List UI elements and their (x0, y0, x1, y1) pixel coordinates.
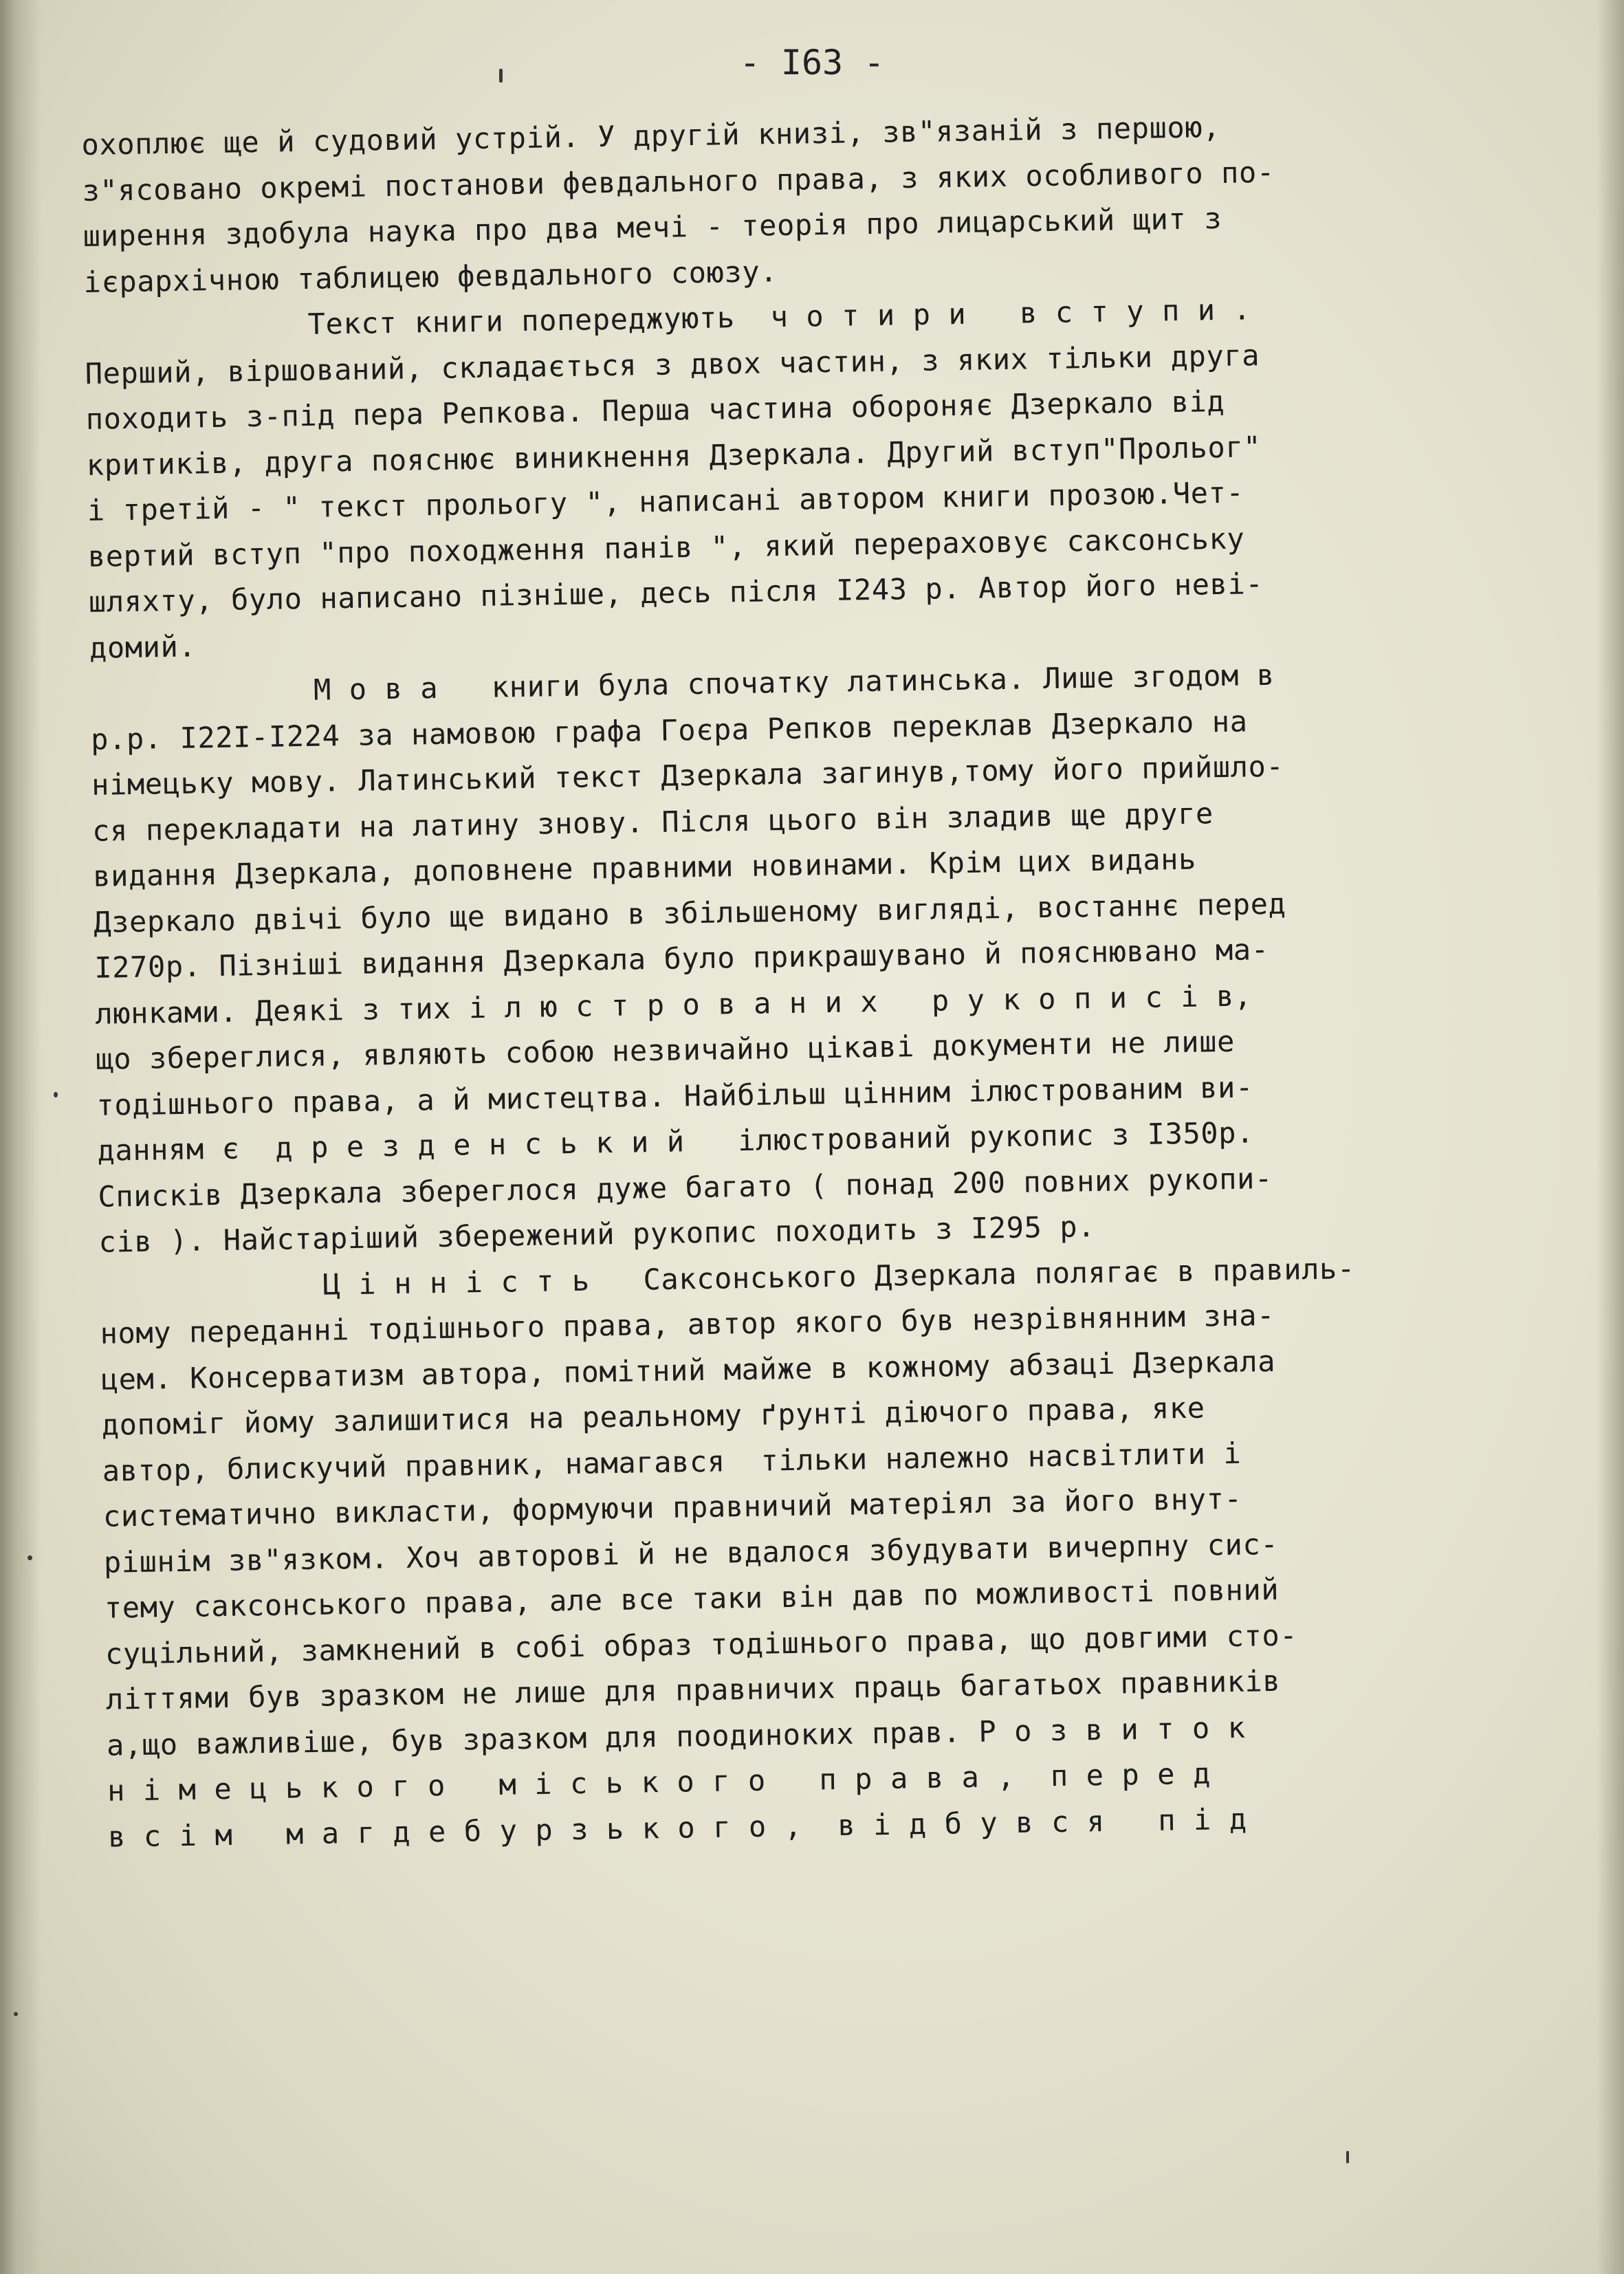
text-line: з"ясовано окремі постанови февдального права, з яких особливого по- (82, 155, 1275, 208)
text-line: а,що важливіше, був зразком для поодиноких прав. Р о з в и т о к (106, 1710, 1246, 1762)
text-line: вертий вступ "про походження панів ", який перераховує саксонську (87, 521, 1245, 573)
ink-speck (28, 1555, 32, 1560)
text-line: н і м е ц ь к о г о м і с ь к о г о п р а в а , п е р е д (107, 1756, 1211, 1808)
text-line: люнками. Деякі з тих і л ю с т р о в а н и х р у к о п и с і в, (94, 978, 1253, 1031)
text-line: сів ). Найстаріший збережений рукопис походить з I295 р. (98, 1210, 1096, 1259)
text-line: тему саксонського права, але все таки він дав по можливості повний (104, 1572, 1280, 1625)
text-line: цем. Консерватизм автора, помітний майже в кожному абзаці Дзеркала (100, 1344, 1276, 1397)
text-line: ся перекладати на латину знову. Після цього він зладив ще друге (91, 796, 1214, 848)
text-line: р.р. I22I-I224 за намовою графа Гоєра Репков переклав Дзеркало на (90, 703, 1248, 756)
ink-speck (54, 1092, 58, 1097)
text-line: і третій - " текст прольогу ", написані автором книги прозою.Чет- (87, 475, 1244, 527)
text-line: тодішнього права, а й мистецтва. Найбільш цінним ілюстрованим ви- (96, 1069, 1254, 1122)
text-line: видання Дзеркала, доповнене правними новинами. Крім цих видань (92, 842, 1197, 893)
text-line: що збереглися, являють собою незвичайно цікаві документи не лише (96, 1024, 1236, 1076)
text-line: Ц і н н і с т ь Саксонського Дзеркала полягає в правиль- (322, 1251, 1356, 1302)
text-line: ному переданні тодішнього права, автор якого був незрівнянним зна- (100, 1298, 1275, 1351)
text-line: критиків, друга пояснює виникнення Дзеркала. Другий вступ"Прольог" (86, 429, 1262, 482)
text-line: походить з-під пера Репкова. Перша частина обороняє Дзеркало від (85, 384, 1225, 436)
page-number: - I63 - (739, 43, 885, 83)
text-line: данням є д р е з д е н с ь к и й ілюстрований рукопис з I350р. (97, 1115, 1255, 1168)
text-line: систематично викласти, формуючи правничий матеріял за його внут- (102, 1481, 1242, 1533)
text-line: М о в а книги була спочатку латинська. Лише згодом в (313, 657, 1275, 707)
text-line: охоплює ще й судовий устрій. У другій книзі, зв"язаній з першою, (81, 109, 1221, 162)
text-line: Текст книги попереджують ч о т и р и в с т у п и . (307, 292, 1251, 341)
ink-speck (499, 69, 503, 83)
ink-speck (1346, 2151, 1349, 2163)
text-line: ширення здобула наука про два мечі - теорія про лицарський щит з (83, 201, 1222, 253)
text-line: шляхту, було написано пізніше, десь після I243 р. Автор його неві- (88, 567, 1264, 619)
text-line: рішнім зв"язком. Хоч авторові й не вдалося збудувати вичерпну сис- (103, 1527, 1279, 1579)
text-line: ієрархічною таблицею февдального союзу. (83, 254, 778, 299)
text-line: домий. (89, 628, 197, 665)
text-line: Дзеркало двічі було ще видано в збільшеному вигляді, востаннє перед (93, 886, 1286, 939)
text-line: в с і м м а г д е б у р з ь к о г о , в і д б у в с я п і д (107, 1802, 1248, 1854)
body-text (81, 99, 1614, 1860)
page-shadow-left (0, 0, 41, 2274)
text-line: I270р. Пізніші видання Дзеркала було прикрашувано й пояснювано ма- (94, 932, 1269, 985)
text-line: Перший, віршований, складається з двох частин, з яких тільки друга (85, 338, 1260, 391)
text-line: Списків Дзеркала збереглося дуже багато ( понад 200 повних рукопи- (98, 1161, 1273, 1214)
text-line: літтями був зразком не лише для правничих праць багатьох правників (105, 1663, 1281, 1716)
text-line: німецьку мову. Латинський текст Дзеркала загинув,тому його прийшло- (91, 749, 1284, 802)
ink-speck (14, 2012, 18, 2016)
text-line: автор, блискучий правник, намагався тільки належно насвітлити і (102, 1436, 1242, 1488)
text-line: допоміг йому залишитися на реальному ґрунті діючого права, яке (101, 1390, 1205, 1442)
text-line: суцільний, замкнений в собі образ тодішнього права, що довгими сто- (105, 1617, 1298, 1671)
